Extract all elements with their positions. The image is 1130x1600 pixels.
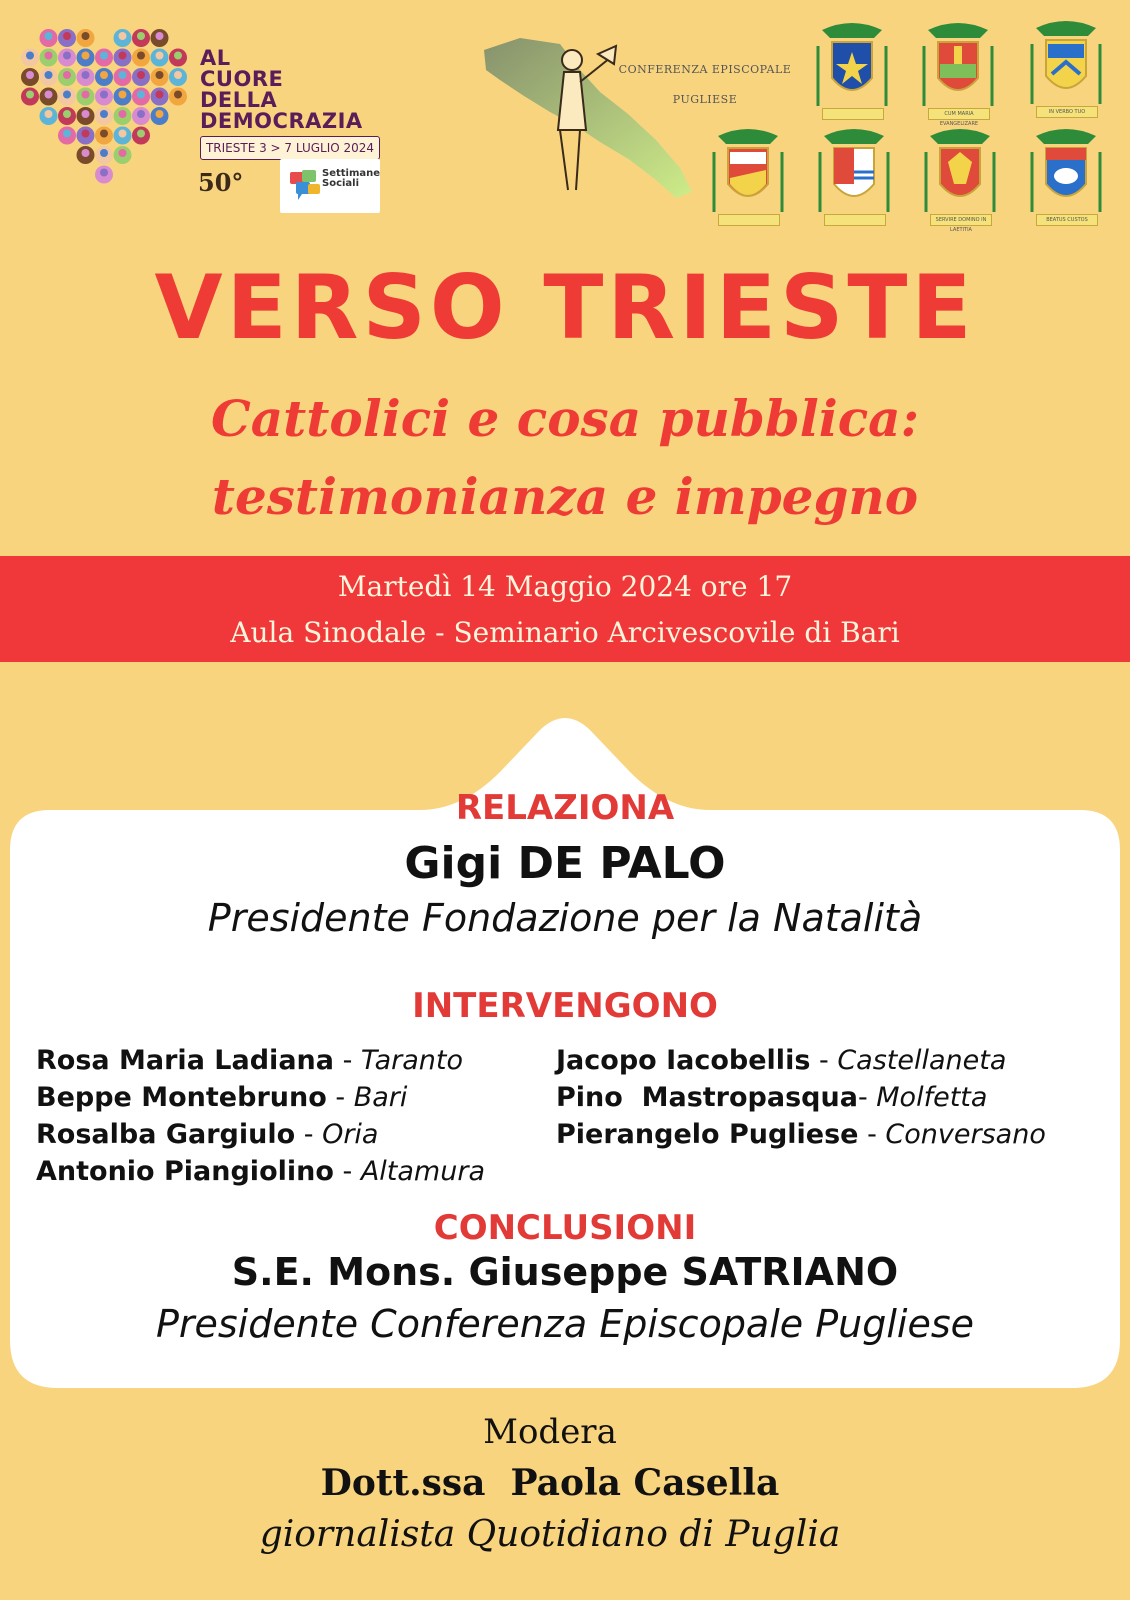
panelists-left (36, 1042, 485, 1190)
crest-icon (700, 122, 796, 232)
brand-line-2: CUORE (200, 67, 284, 91)
panelist-row (36, 1079, 485, 1116)
conclusioni-speaker-name: S.E. Mons. Giuseppe SATRIANO (231, 1250, 899, 1294)
panelist-sep: - (810, 1045, 838, 1076)
panelist-row (36, 1153, 485, 1190)
panelist-sep: - (333, 1045, 361, 1076)
panelist-sep: - (858, 1119, 886, 1150)
crest-motto: IN VERBO TUO (1036, 106, 1098, 118)
panelist-city: Molfetta (876, 1082, 988, 1113)
panelist-city: Oria (322, 1119, 379, 1150)
relaziona-speaker-role: Presidente Fondazione per la Natalità (207, 896, 923, 940)
event-date: Martedì 14 Maggio 2024 ore 17 (337, 570, 793, 603)
brand-block (18, 26, 398, 226)
page-title: VERSO TRIESTE (154, 256, 976, 359)
panelist-city: Taranto (360, 1045, 463, 1076)
brand-date: TRIESTE 3 > 7 LUGLIO 2024 (200, 136, 380, 160)
crest-motto (824, 214, 886, 226)
relaziona-speaker-name: Gigi DE PALO (404, 838, 726, 889)
panelist-sep: - (295, 1119, 323, 1150)
panelist-row (36, 1042, 485, 1079)
relaziona-label: RELAZIONA (455, 788, 675, 828)
subtitle-line-1: Cattolici e cosa pubblica: (210, 389, 920, 448)
brand-line-4: DEMOCRAZIA (200, 109, 363, 133)
panelist-sep: - (326, 1082, 354, 1113)
program-card (0, 700, 1130, 1390)
brand-line-3: DELLA (200, 88, 278, 112)
panelists-right (556, 1042, 1046, 1153)
panelist-name: Rosalba Gargiulo (36, 1119, 296, 1150)
panelist-city: Conversano (885, 1119, 1046, 1150)
brand-line-1: AL (200, 46, 231, 70)
settimane-sociali-text: Settimane Sociali (322, 168, 381, 189)
crest-motto: BEATUS CUSTOS (1036, 214, 1098, 226)
heart-logo-icon (18, 26, 188, 196)
brand-title (200, 48, 363, 132)
panelist-row (556, 1079, 1046, 1116)
moderator-role: giornalista Quotidiano di Puglia (259, 1514, 841, 1555)
panelist-city: Bari (353, 1082, 408, 1113)
crest-icon (1018, 122, 1114, 232)
event-info-banner (0, 556, 1130, 662)
anniversary-badge: 50° (198, 168, 244, 197)
panelist-row (556, 1042, 1046, 1079)
panelist-row (36, 1116, 485, 1153)
panelist-row (556, 1116, 1046, 1153)
moderator-label: Modera (483, 1412, 617, 1452)
speech-bubbles-icon (286, 166, 326, 206)
settimane-sociali-logo (280, 159, 380, 213)
conference-line-1: CONFERENZA EPISCOPALE (618, 63, 792, 76)
panelist-city: Altamura (360, 1156, 485, 1187)
conclusioni-speaker-role: Presidente Conferenza Episcopale Pugliese (155, 1302, 975, 1346)
intervengono-label: INTERVENGONO (412, 986, 718, 1026)
crest-motto: CUM MARIA EVANGELIZARE (928, 108, 990, 120)
panelist-name: Rosa Maria Ladiana (36, 1045, 334, 1076)
crest-motto: SERVIRE DOMINO IN LAETITIA (930, 214, 992, 226)
subtitle-line-2: testimonianza e impegno (211, 467, 919, 526)
crest-motto (718, 214, 780, 226)
crest-icon (804, 16, 900, 126)
conference-name (615, 55, 795, 115)
page-subtitle (0, 380, 1130, 536)
panelist-name: Antonio Piangiolino (36, 1156, 334, 1187)
panelist-name: Pino Mastropasqua (556, 1082, 858, 1113)
crest-icon (806, 122, 902, 232)
conclusioni-label: CONCLUSIONI (433, 1208, 697, 1248)
panelist-sep: - (333, 1156, 361, 1187)
event-venue: Aula Sinodale - Seminario Arcivescovile di Bari (230, 616, 900, 649)
panelist-name: Beppe Montebruno (36, 1082, 327, 1113)
crest-icon (1018, 14, 1114, 124)
panelist-city: Castellaneta (837, 1045, 1007, 1076)
panelist-sep: - (857, 1082, 877, 1113)
panelist-name: Pierangelo Pugliese (556, 1119, 859, 1150)
panelist-name: Jacopo Iacobellis (556, 1045, 811, 1076)
crest-motto (822, 108, 884, 120)
moderator-name: Dott.ssa Paola Casella (320, 1462, 780, 1504)
crest-icon (910, 16, 1006, 126)
crest-icon (912, 122, 1008, 232)
conference-line-2: PUGLIESE (672, 93, 738, 106)
